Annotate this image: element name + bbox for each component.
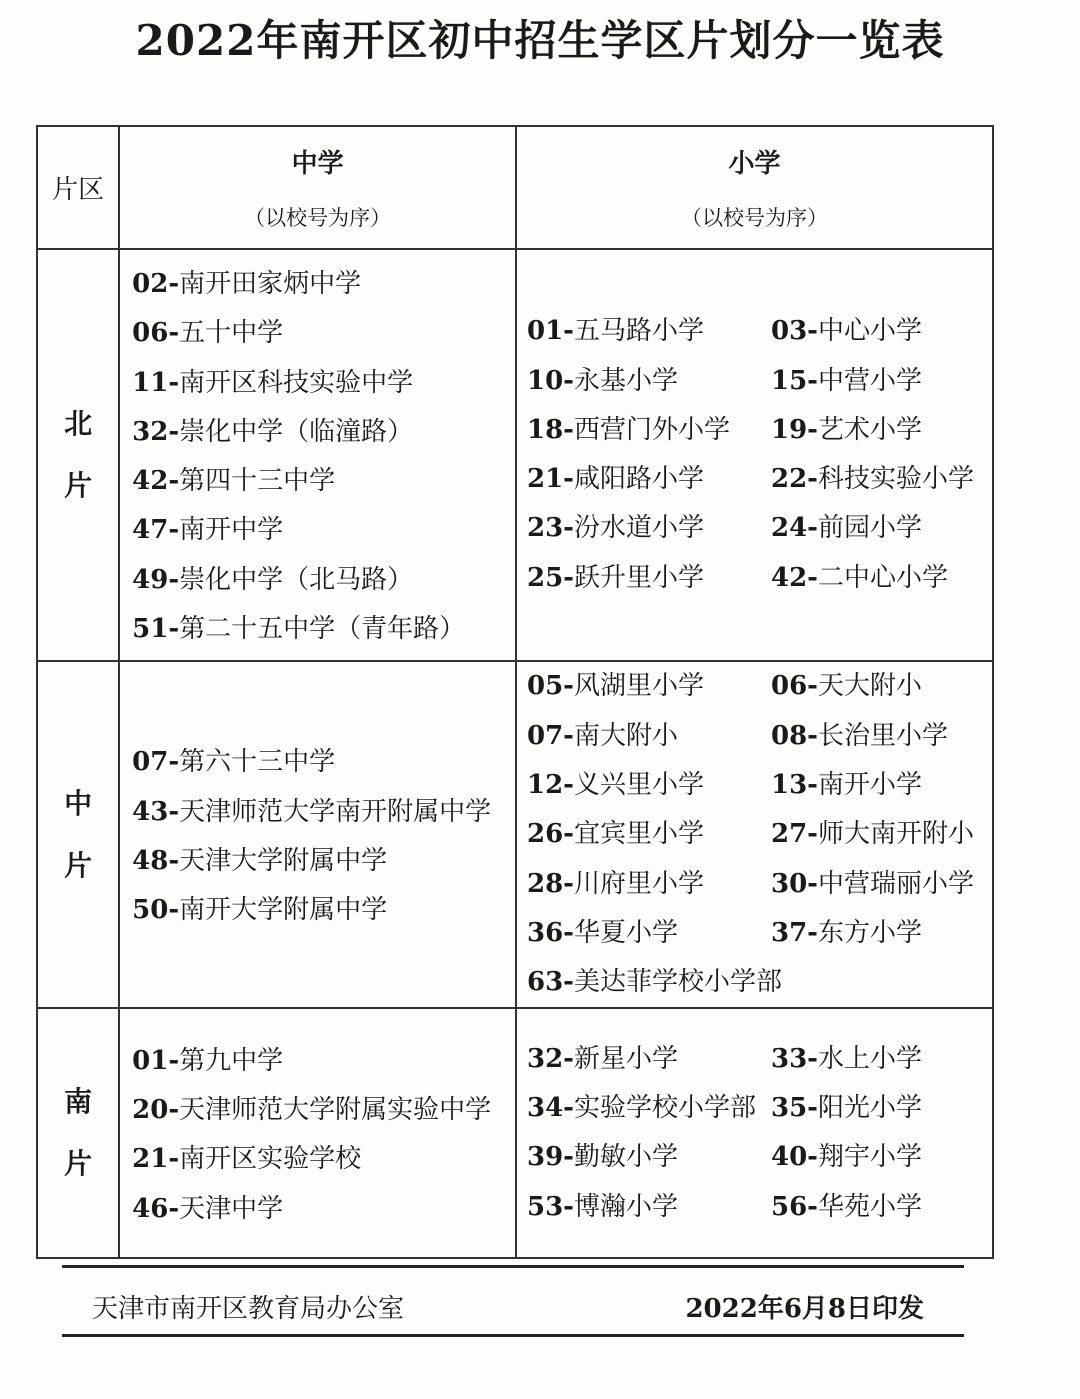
list-item: 25-跃升里小学: [527, 562, 704, 593]
table-header-row: [37, 126, 993, 249]
zone-row-south: [37, 1008, 993, 1258]
list-item: 01-五马路小学: [527, 316, 704, 347]
list-item: 03-中心小学: [771, 316, 922, 347]
list-item: 32-新星小学: [527, 1043, 678, 1074]
list-item: 18-西营门外小学: [527, 414, 730, 445]
list-item: 06-五十中学: [132, 318, 284, 349]
zone-row-middle: [37, 661, 993, 1008]
zone-char: 中: [64, 786, 93, 820]
list-item: 21-南开区实验学校: [132, 1144, 362, 1175]
zone-char: 南: [64, 1085, 93, 1119]
primary-school-list: [516, 661, 993, 1008]
zone-char: 北: [64, 407, 93, 441]
list-item: 49-崇化中学（北马路）: [132, 564, 414, 595]
header-middle-subtitle: （以校号为序）: [244, 206, 392, 230]
page-title: 2022年南开区初中招生学区片划分一览表: [135, 16, 945, 65]
list-item: 27-师大南开附小: [771, 819, 974, 850]
list-item: 48-天津大学附属中学: [132, 845, 388, 876]
list-item: 23-汾水道小学: [527, 513, 704, 544]
zone-label: [37, 1008, 119, 1258]
list-item: 01-第九中学: [132, 1045, 284, 1076]
list-item: 12-义兴里小学: [527, 769, 704, 800]
list-item: 36-华夏小学: [527, 917, 678, 948]
header-primary-subtitle: （以校号为序）: [681, 206, 828, 230]
header-zone: 片区: [37, 126, 119, 249]
list-item: 42-二中心小学: [771, 562, 948, 593]
list-item: 20-天津师范大学附属实验中学: [132, 1095, 492, 1126]
zone-char: 片: [64, 1147, 93, 1181]
primary-school-list: [516, 249, 993, 661]
list-item: 39-勤敏小学: [527, 1142, 678, 1173]
list-item: 05-风湖里小学: [527, 671, 704, 702]
list-item: 22-科技实验小学: [771, 464, 974, 495]
list-item: 43-天津师范大学南开附属中学: [132, 796, 492, 827]
list-item: 47-南开中学: [132, 515, 284, 546]
list-item: 53-博瀚小学: [527, 1191, 678, 1222]
list-item: 07-第六十三中学: [132, 747, 336, 778]
list-item: 33-水上小学: [771, 1043, 922, 1074]
middle-school-list: [119, 249, 516, 661]
footer-rule-bottom: [62, 1334, 964, 1337]
list-item: 13-南开小学: [771, 769, 922, 800]
zone-char: 片: [64, 848, 93, 882]
list-item: 56-华苑小学: [771, 1191, 922, 1222]
list-item: 42-第四十三中学: [132, 466, 336, 497]
list-item: 24-前园小学: [771, 513, 922, 544]
primary-school-list: [516, 1008, 993, 1258]
list-item: 37-东方小学: [771, 917, 922, 948]
middle-school-list: [119, 661, 516, 1008]
list-item: 63-美达菲学校小学部: [527, 967, 782, 998]
zone-label: [37, 249, 119, 661]
footer-rule-top: [62, 1265, 964, 1268]
zone-char: 片: [64, 469, 93, 503]
list-item: 32-崇化中学（临潼路）: [132, 416, 414, 447]
list-item: 11-南开区科技实验中学: [132, 367, 414, 398]
header-middle-title: 中学: [291, 149, 344, 179]
list-item: 07-南大附小: [527, 720, 678, 751]
list-item: 50-南开大学附属中学: [132, 895, 388, 926]
list-item: 02-南开田家炳中学: [132, 269, 362, 299]
list-item: 06-天大附小: [771, 671, 922, 702]
header-primary-title: 小学: [728, 149, 781, 179]
school-district-table: [36, 125, 994, 1259]
list-item: 08-长治里小学: [771, 720, 948, 751]
list-item: 15-中营小学: [771, 365, 922, 396]
list-item: 21-咸阳路小学: [527, 464, 704, 495]
list-item: 40-翔宇小学: [771, 1142, 922, 1173]
issuing-office: 天津市南开区教育局办公室: [92, 1294, 405, 1324]
middle-school-list: [119, 1008, 516, 1258]
list-item: 10-永基小学: [527, 365, 678, 396]
list-item: 26-宜宾里小学: [527, 819, 704, 850]
issue-date: 2022年6月8日印发: [685, 1294, 924, 1324]
list-item: 34-实验学校小学部: [527, 1093, 756, 1124]
header-primary: [516, 126, 993, 249]
list-item: 28-川府里小学: [527, 868, 704, 899]
zone-label: [37, 661, 119, 1008]
list-item: 30-中营瑞丽小学: [771, 868, 974, 899]
list-item: 46-天津中学: [132, 1193, 284, 1224]
list-item: 35-阳光小学: [771, 1093, 922, 1124]
list-item: 51-第二十五中学（青年路）: [132, 614, 466, 645]
header-middle: [119, 126, 516, 249]
list-item: 19-艺术小学: [771, 414, 922, 445]
zone-row-north: [37, 249, 993, 661]
